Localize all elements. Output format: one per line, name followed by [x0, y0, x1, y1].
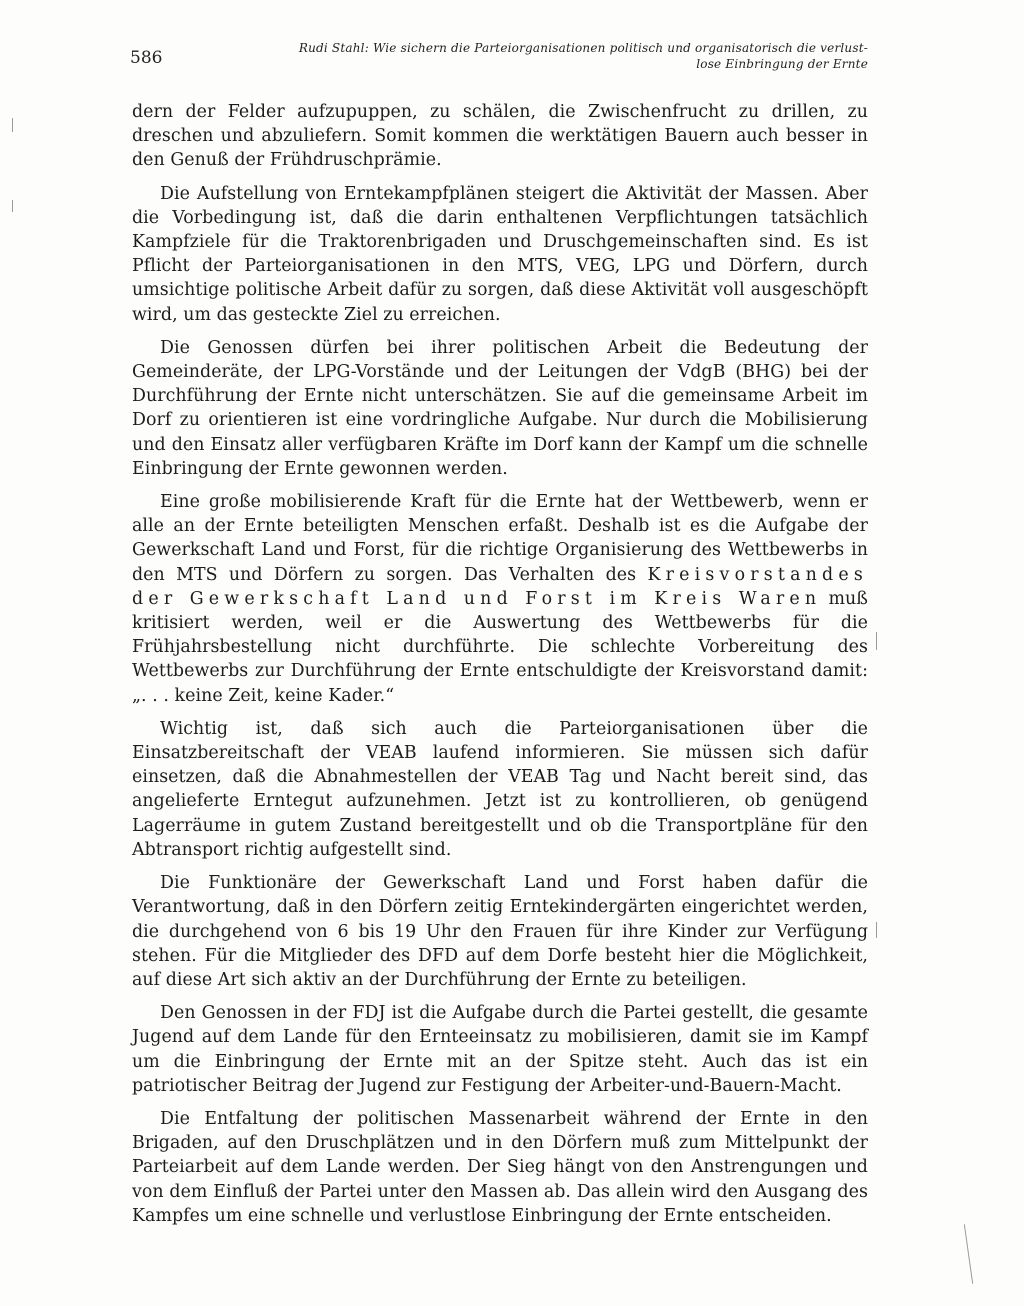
paragraph-text: Eine große mobilisierende Kraft für die Ernte hat der Wettbewerb, wenn er alle an der Ernte beteiligten Menschen erfaßt. Deshalb ist es die Aufgabe der Gewerkschaft Land und Forst, für die richtige Organisierung des Wettbewerbs in den MTS und Dörfern zu sorgen. Das Verhalten des — [132, 492, 868, 585]
margin-mark — [12, 118, 13, 132]
margin-mark — [12, 200, 13, 212]
paragraph: Die Funktionäre der Gewerkschaft Land und Forst haben dafür die Verantwortung, daß in den Dörfern zeitig Erntekindergärten eingerichtet werden, die durchgehend von 6 bis 19 Uhr den Frauen für ihre Kinder zur Verfügung stehen. Für die Mitglieder des DFD auf dem Dorfe besteht hier die Möglichkeit, auf diese Art sich aktiv an der Durchführung der Ernte zu beteiligen. — [132, 873, 868, 990]
paragraph: Die Genossen dürfen bei ihrer politischen Arbeit die Bedeutung der Gemeinderäte, der LPG-Vorstände und der Leitungen der VdgB (BHG) bei der Durchführung der Ernte nicht unterschätzen. Sie auf die gemeinsame Arbeit im Dorf zu orientieren ist eine vordringliche Aufgabe. Nur durch die Mobilisierung und den Einsatz aller verfügbaren Kräfte im Dorf kann der Kampf um die schnelle Einbringung der Ernte gewonnen werden. — [132, 337, 868, 479]
paragraph: Die Aufstellung von Erntekampfplänen steigert die Aktivität der Massen. Aber die Vorbedingung ist, daß die darin enthaltenen Verpflichtungen tatsächlich Kampfziele für die Traktorenbrigaden und Druschgemeinschaften sind. Es ist Pflicht der Parteiorganisationen in den MTS, VEG, LPG und Dörfern, durch umsichtige politische Arbeit dafür zu sorgen, daß diese Aktivität voll ausgeschöpft wird, um das gesteckte Ziel zu erreichen. — [132, 183, 868, 325]
paragraph: dern der Felder aufzupuppen, zu schälen, die Zwischenfrucht zu drillen, zu dreschen und abzuliefern. Somit kommen die werktätigen Bauern auch besser in den Genuß der Frühdruschprämie. — [132, 102, 868, 171]
body-text — [132, 100, 868, 1237]
page-number: 586 — [130, 48, 163, 68]
running-head-line: lose Einbringung der Ernte — [696, 57, 868, 71]
paragraph: Wichtig ist, daß sich auch die Parteiorganisationen über die Einsatzbereitschaft der VEAB laufend informieren. Sie müssen sich dafür einsetzen, daß die Abnahmestellen der VEAB Tag und Nacht bereit sind, das angelieferte Erntegut aufzunehmen. Jetzt ist zu kontrollieren, ob genügend Lagerräume in gutem Zustand bereitgestellt und ob die Transportpläne für den Abtransport richtig aufgestellt sind. — [132, 718, 868, 860]
paragraph — [132, 490, 868, 708]
paragraph: Den Genossen in der FDJ ist die Aufgabe durch die Partei gestellt, die gesamte Jugend auf dem Lande für den Ernteeinsatz zu mobilisieren, damit sie im Kampf um die Einbringung der Ernte mit an der Spitze steht. Auch das ist ein patriotischer Beitrag der Jugend zur Festigung der Arbeiter-und-Bauern-Macht. — [132, 1003, 868, 1096]
margin-mark — [876, 632, 877, 650]
emphasized-text: Kreisvorstandes der Gewerkschaft Land und Forst im Kreis Waren — [132, 564, 868, 609]
running-head — [130, 40, 868, 76]
running-head-line: Rudi Stahl: Wie sichern die Parteiorganisationen politisch und organisatorisch die verlust- — [298, 41, 868, 55]
running-head-title — [218, 40, 868, 72]
margin-mark — [876, 922, 877, 938]
margin-mark — [964, 1224, 973, 1284]
paragraph: Die Entfaltung der politischen Massenarbeit während der Ernte in den Brigaden, auf den Druschplätzen und in den Dörfern muß zum Mittelpunkt der Parteiarbeit auf dem Lande werden. Der Sieg hängt von den Anstrengungen und von dem Einfluß der Partei unter den Massen ab. Das allein wird den Ausgang des Kampfes um eine schnelle und verlustlose Einbringung der Ernte entscheiden. — [132, 1108, 868, 1226]
paragraph-text: muß kritisiert werden, weil er die Auswertung des Wettbewerbs für die Frühjahrsbestellung nicht durchführte. Die schlechte Vorbereitung des Wettbewerbs zur Durchführung der Ernte entschuldigte der Kreisvorstand damit: „. . . keine Zeit, keine Kader.“ — [132, 588, 868, 706]
